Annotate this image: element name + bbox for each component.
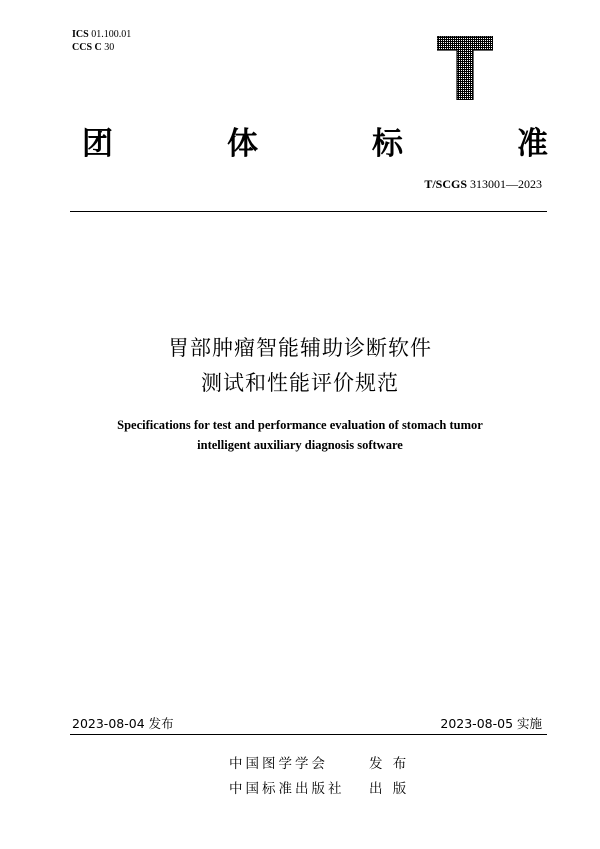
publisher-name: 中国图学学会 (229, 756, 328, 772)
title-en-line2: intelligent auxiliary diagnosis software (197, 438, 403, 452)
press-name: 中国标准出版社 (229, 781, 345, 797)
title-cn-line2: 测试和性能评价规范 (201, 371, 399, 395)
issue-date: 2023-08-04 发布 (72, 716, 174, 731)
standard-type-title (82, 118, 548, 162)
title-en-line1: Specifications for test and performance evaluation of stomach tumor (117, 418, 483, 432)
standard-number (424, 177, 542, 192)
ics-label: ICS (72, 29, 89, 40)
ccs-label: CCS (72, 42, 93, 53)
group-standard-t-logo (437, 36, 493, 100)
title-cn-line1: 胃部肿瘤智能辅助诊断软件 (168, 336, 432, 360)
ccs-code: 30 (104, 42, 115, 53)
standard-type-char: 团 (82, 126, 113, 162)
press-role: 出 版 (369, 781, 410, 797)
standard-type-char: 标 (372, 126, 403, 162)
ccs-letter: C (94, 42, 102, 53)
standard-type-char: 准 (517, 126, 548, 162)
implementation-date: 2023-08-05 实施 (440, 716, 542, 731)
standard-type-char: 体 (227, 126, 258, 162)
publisher-role: 发 布 (369, 756, 410, 772)
top-divider (70, 211, 547, 212)
classification-codes (72, 28, 131, 54)
ics-code: 01.100.01 (91, 29, 132, 40)
standard-number-prefix: T/SCGS (424, 177, 467, 191)
standard-number-code: 313001—2023 (470, 177, 542, 191)
ics-line (72, 28, 131, 41)
bottom-divider (70, 734, 547, 735)
ccs-line (72, 41, 131, 54)
